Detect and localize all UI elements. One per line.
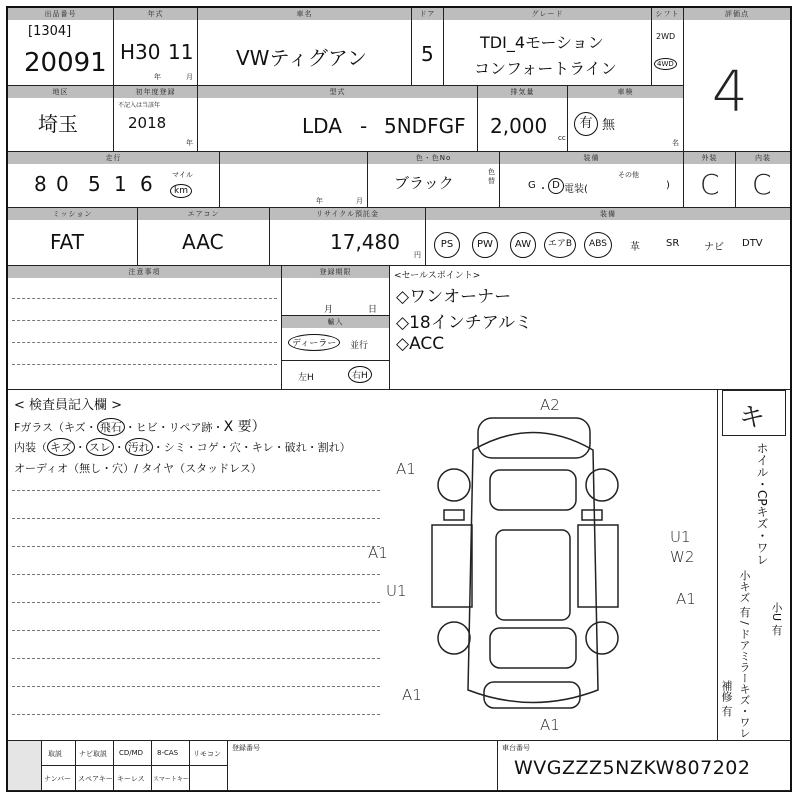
equip-dtv: DTV (742, 238, 763, 249)
mileage-digit: 5 (88, 172, 101, 196)
color-change-label: 色替 (488, 168, 495, 185)
equip-abs-circled: ABS (584, 232, 612, 258)
notes-header: 注意事項 (8, 266, 281, 278)
sales-point-item: ◇ワンオーナー (396, 287, 512, 307)
key-box (722, 390, 786, 436)
equipment-items-row (426, 208, 790, 266)
drive-cell (652, 8, 684, 86)
car-name-cell (198, 8, 412, 86)
key-mark: キ (739, 403, 766, 433)
damage-mark-a2: A2 (540, 396, 560, 414)
equipment-header: 装備 (500, 152, 683, 164)
inspector-line1: Fガラス（キズ・ 飛石 ・ヒビ・リペア跡・X 要） (14, 419, 266, 435)
rear-window (490, 470, 576, 510)
chassis-label: 車台番号 (502, 744, 530, 752)
import-left: 左H (298, 373, 314, 383)
damage-mark-a1: A1 (396, 460, 416, 478)
damage-mark-a1: A1 (402, 686, 422, 704)
mileage-unit-mile: マイル (172, 171, 193, 179)
reg-expiry-tsuki: 月 (324, 305, 334, 315)
interior-cell (736, 152, 790, 208)
first-reg-note: 不記入は当該年 (118, 102, 161, 109)
side-note-repair: 補修 有 (720, 680, 733, 717)
grade-line2: コンフォートライン (474, 59, 617, 78)
import-cell (282, 316, 390, 390)
expiry-cell (220, 152, 368, 208)
damage-mark-a1: A1 (540, 716, 560, 734)
chassis-cell (498, 741, 790, 791)
import-dealer-circled: ディーラー (288, 334, 340, 351)
mileage-digit: 0 (56, 172, 69, 196)
equip-airbag-circled: エアB (544, 232, 576, 258)
inspection-cell (568, 86, 684, 152)
expiry-header (220, 152, 367, 164)
mileage-digit: 1 (114, 172, 127, 196)
damage-mark-u1: U1 (386, 582, 407, 600)
bottom-manual-cell: 取説 (42, 741, 76, 766)
reg-expiry-nichi: 日 (368, 305, 378, 315)
drive-4wd-circled: 4WD (654, 58, 677, 70)
equipment-close: ) (666, 180, 670, 191)
side-note-wheel: ホイル・CPキズ・ワレ (755, 442, 769, 566)
transmission-value: FAT (50, 230, 85, 254)
color-cell (368, 152, 500, 208)
side-note-mirror: 小キズ 有 / ドアミラーキズ・ワレ (738, 570, 751, 739)
chassis-number: WVGZZZ5NZKW807202 (514, 757, 751, 779)
location-header: 地区 (8, 86, 113, 98)
exterior-header: 外装 (684, 152, 735, 164)
sales-points-header: <セールスポイント> (394, 271, 481, 281)
equip-sr: SR (666, 238, 680, 249)
wheel-fl (438, 622, 470, 654)
mirror-l (444, 510, 464, 520)
mileage-cell (8, 152, 220, 208)
right-doors (578, 525, 618, 607)
grade-cell (444, 8, 652, 86)
location-cell (8, 86, 114, 152)
year-model-cell (114, 8, 198, 86)
first-reg-cell (114, 86, 198, 152)
model-type-cell (198, 86, 478, 152)
score-header: 評価点 (684, 8, 790, 20)
year-nen-label: 年 (154, 73, 161, 81)
equip-ps-circled: PS (434, 232, 460, 258)
bottom-keyless-cell: キーレス (114, 766, 152, 791)
model-dash: - (360, 114, 368, 138)
left-doors (432, 525, 472, 607)
model-code: 5NDFGF (384, 114, 466, 138)
bottom-box-manual (8, 741, 42, 791)
reg-expiry-header: 登録期限 (282, 266, 389, 278)
sales-point-item: ◇ACC (396, 334, 445, 354)
color-name: ブラック (394, 174, 454, 192)
inspection-no: 無 (602, 118, 616, 133)
score-value: 4 (712, 60, 748, 125)
year-era: H30 (120, 40, 161, 64)
reg-number-cell (228, 741, 498, 791)
grade-header: グレード (444, 8, 651, 20)
equip-navi: ナビ (704, 242, 724, 253)
reg-number-label: 登録番号 (232, 744, 260, 752)
bottom-number-cell: ナンバー (42, 766, 76, 791)
damage-mark-a1: A1 (676, 590, 696, 608)
equipment-d-circled: D (548, 178, 564, 194)
first-reg-nen: 年 (186, 139, 193, 147)
equipment-sep: ・ (538, 184, 548, 195)
damage-mark-u1: U1 (670, 528, 691, 546)
expiry-nen: 年 (316, 197, 323, 205)
displacement-cell (478, 86, 568, 152)
wheel-rl (438, 469, 470, 501)
doors-value: 5 (421, 42, 434, 66)
bottom-row (8, 740, 790, 790)
windshield (490, 628, 576, 668)
year-tsuki-label: 月 (186, 73, 193, 81)
inspector-line2: 内装（ キズ ・ スレ ・ 汚れ ・シミ・コゲ・穴・キレ・破れ・割れ） (14, 438, 351, 456)
grade-line1: TDI_4モーション (480, 33, 604, 52)
import-parallel: 並行 (350, 341, 369, 351)
recycle-cell (270, 208, 426, 266)
first-reg-year: 2018 (128, 114, 167, 132)
inspector-header: < 検査員記入欄 > (14, 398, 123, 413)
expiry-tsuki: 月 (356, 197, 363, 205)
car-name-header: 車名 (198, 8, 411, 20)
inspection-mei: 名 (672, 139, 679, 147)
model-prefix: LDA (302, 114, 342, 138)
displacement-header: 排気量 (478, 86, 567, 98)
interior-grade: C (752, 168, 772, 201)
bottom-navi-manual-cell: ナビ取説 (76, 741, 114, 766)
car-damage-diagram (418, 410, 628, 720)
bottom-smart-key-cell: スマートキー (152, 766, 190, 791)
drive-header: シフト (652, 8, 683, 20)
inspector-line3: オーディオ（無し・穴）/ タイヤ（スタッドレス） (14, 462, 262, 475)
model-type-header: 型式 (198, 86, 477, 98)
roof (496, 530, 570, 620)
side-note-column (718, 390, 790, 740)
aircon-header: エアコン (138, 208, 269, 220)
mileage-unit-km-circled: km (170, 184, 192, 198)
inspection-header: 車検 (568, 86, 683, 98)
import-right-circled: 右H (348, 366, 372, 383)
equip-leather: 革 (630, 242, 640, 253)
mileage-header: 走行 (8, 152, 219, 164)
bottom-cassette-cell: 8-CAS (152, 741, 190, 766)
exterior-grade: C (700, 168, 720, 201)
equipment-electric: 電装( (564, 184, 588, 195)
displacement-unit: cc (558, 134, 566, 142)
doors-cell (412, 8, 444, 86)
equipment-items-header: 装備 (426, 208, 790, 220)
score-cell (684, 8, 790, 152)
color-header: 色・色No (368, 152, 499, 164)
wheel-rr (586, 469, 618, 501)
first-reg-header: 初年度登録 (114, 86, 197, 98)
doors-header: ドア (412, 8, 443, 20)
equipment-other: その他 (618, 171, 639, 179)
interior-header: 内装 (736, 152, 790, 164)
bottom-spare-key-cell: スペアキー (76, 766, 114, 791)
lot-number: 20091 (24, 48, 107, 78)
bottom-disc-cell: CD/MD (114, 741, 152, 766)
import-header: 輸入 (282, 316, 389, 328)
inspector-scratch-circled: キズ (47, 438, 75, 456)
rear-bumper (478, 418, 590, 458)
sales-point-item: ◇18インチアルミ (396, 313, 533, 333)
inspector-stonechip-circled: 飛石 (97, 418, 125, 436)
transmission-header: ミッション (8, 208, 137, 220)
bottom-blank-cell (190, 766, 228, 791)
damage-mark-a1: A1 (368, 544, 388, 562)
exterior-cell (684, 152, 736, 208)
aircon-cell (138, 208, 270, 266)
mileage-digit-box (34, 170, 168, 200)
reg-expiry-cell (282, 266, 390, 316)
equipment-cell (500, 152, 684, 208)
inspector-dirt-circled: 汚れ (125, 438, 153, 456)
equip-aw-circled: AW (510, 232, 536, 258)
equipment-g: G (528, 180, 536, 191)
mirror-r (582, 510, 602, 520)
auction-sheet (6, 6, 792, 792)
location-value: 埼玉 (38, 112, 78, 136)
side-note-small-u: 小U 有 (770, 602, 783, 636)
recycle-header: リサイクル預託金 (270, 208, 425, 220)
drive-2wd: 2WD (656, 32, 676, 41)
car-name: VWティグアン (236, 46, 368, 70)
lot-header: 出品番号 (8, 8, 113, 20)
transmission-cell (8, 208, 138, 266)
year-model-header: 年式 (114, 8, 197, 20)
inspection-yes-circled: 有 (574, 112, 598, 136)
wheel-fr (586, 622, 618, 654)
damage-mark-w2: W2 (670, 548, 695, 566)
lot-prefix: [1304] (28, 24, 72, 39)
recycle-amount: 17,480 (330, 230, 400, 254)
displacement-value: 2,000 (490, 114, 548, 138)
inspector-section (8, 390, 718, 740)
notes-cell (8, 266, 282, 390)
aircon-value: AAC (182, 230, 224, 254)
year-month: 11 (168, 40, 194, 64)
recycle-unit: 円 (414, 251, 421, 259)
mileage-digit: 6 (140, 172, 153, 196)
inspector-scuff-circled: スレ (86, 438, 114, 456)
sales-points-cell (390, 266, 790, 390)
front-bumper (484, 682, 580, 708)
bottom-remote-cell: リモコン (190, 741, 228, 766)
mileage-digit: 8 (34, 172, 47, 196)
equip-pw-circled: PW (472, 232, 498, 258)
lot-cell (8, 8, 114, 86)
